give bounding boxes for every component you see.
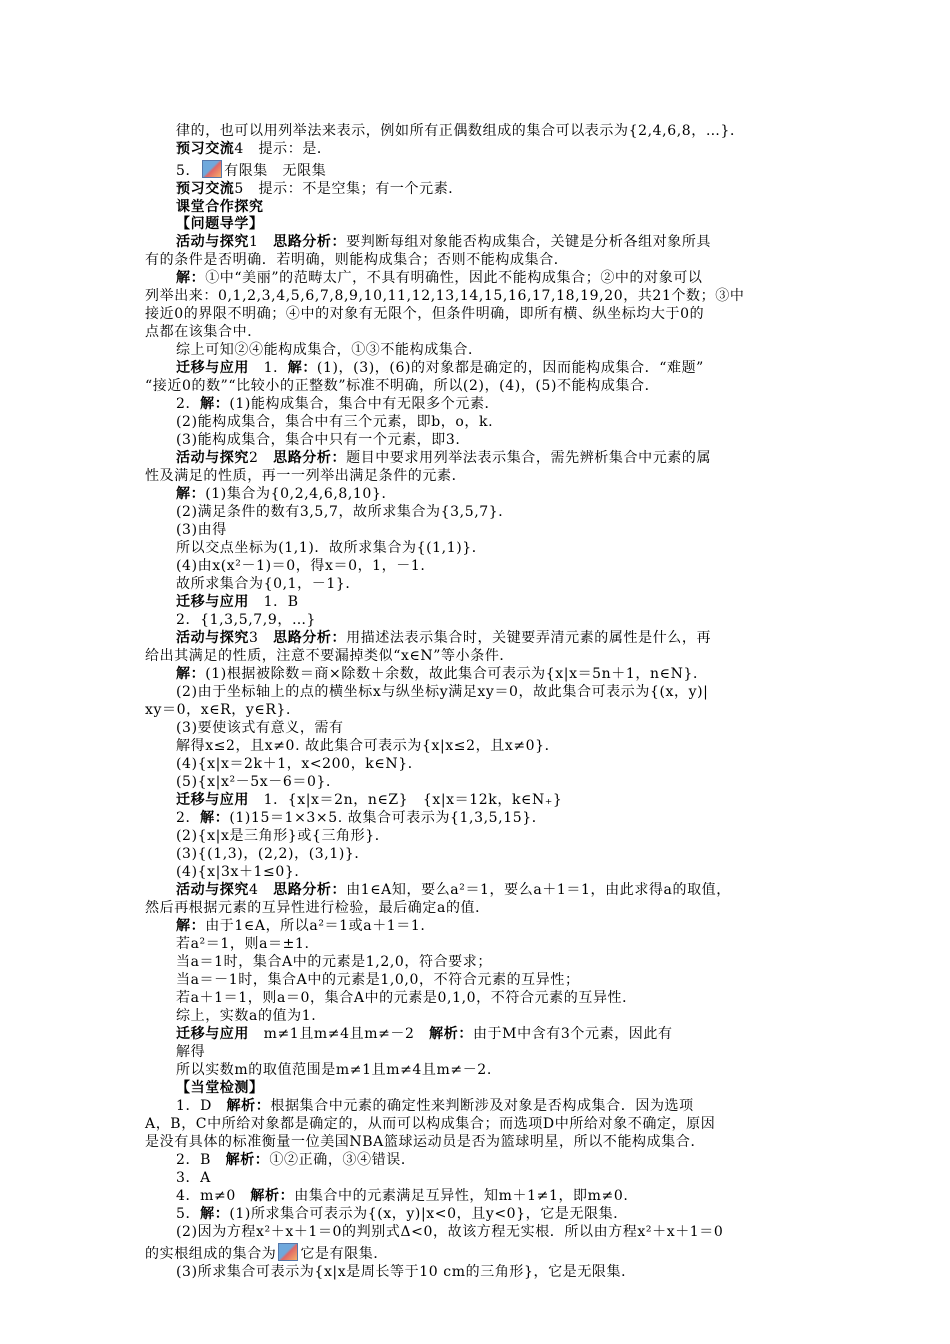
bold-label: 解： — [176, 666, 206, 682]
line-text: 2． — [176, 396, 201, 412]
text-line — [176, 953, 492, 971]
text-line — [176, 395, 499, 413]
line-text: (1)15＝1×3×5. 故集合可表示为{1,3,5,15}． — [229, 810, 547, 826]
line-text: 所以交点坐标为(1,1)．故所求集合为{(1,1)}． — [176, 540, 487, 556]
text-line — [145, 305, 704, 323]
bold-label: 解析： — [250, 1188, 295, 1204]
text-line — [176, 341, 483, 359]
bold-label: 迁移与应用 — [176, 360, 249, 376]
bold-label: 思路分析： — [273, 450, 347, 466]
text-line — [176, 917, 425, 935]
text-line — [176, 449, 711, 467]
bold-label: 活动与探究 — [176, 234, 249, 250]
line-text: 由于1∈A，所以a²＝1或a＋1＝1. — [205, 918, 426, 934]
line-text: 所以实数m的取值范围是m≠1且m≠4且m≠－2. — [176, 1062, 492, 1078]
text-line — [176, 593, 299, 611]
line-text: 解得x≤2，且x≠0. 故此集合可表示为{x|x≤2，且x≠0}． — [176, 738, 560, 754]
bold-label: 解： — [200, 810, 230, 826]
bold-label: 思路分析： — [273, 882, 347, 898]
bold-label: 预习交流 — [176, 141, 235, 157]
line-text: 故所求集合为{0,1，－1}． — [176, 576, 360, 592]
text-line — [145, 323, 262, 341]
line-text: (3)由得 — [176, 522, 227, 538]
text-line — [145, 701, 301, 719]
line-text: (4){x|3x＋1≤0}． — [176, 864, 310, 880]
text-line — [176, 503, 513, 521]
bold-label: 活动与探究 — [176, 630, 249, 646]
line-text: ①中“美丽”的范畴太广，不具有明确性，因此不能构成集合；②中的对象可以 — [205, 270, 703, 286]
line-text: 当a＝－1时，集合A中的元素是1,0,0，不符合元素的互异性； — [176, 972, 580, 988]
line-text: 5． — [176, 1206, 201, 1222]
line-text: m≠1且m≠4且m≠－2 — [249, 1026, 430, 1042]
line-text: 题目中要求用列举法表示集合，需先辨析集合中元素的属 — [346, 450, 712, 466]
bold-label: 思路分析： — [273, 630, 347, 646]
text-line — [145, 899, 490, 917]
line-text: 若a²＝1，则a＝±1. — [176, 936, 310, 952]
text-line — [176, 359, 704, 377]
line-text: 2．B — [176, 1152, 226, 1168]
text-line — [176, 755, 422, 773]
text-line — [176, 827, 389, 845]
text-line — [176, 122, 745, 140]
line-text: 有的条件是否明确．若明确，则能构成集合；否则不能构成集合． — [145, 252, 569, 268]
line-text: 4．m≠0 — [176, 1188, 251, 1204]
bold-label: 预习交流 — [176, 181, 235, 197]
text-line — [176, 1223, 723, 1241]
text-line — [145, 647, 514, 665]
line-text: 接近0的界限不明确；④中的对象有无限个，但条件明确，即所有横、纵坐标均大于0的 — [145, 306, 705, 322]
text-line — [176, 521, 227, 539]
line-text: (2)由于坐标轴上的点的横坐标x与纵坐标y满足xy＝0，故此集合可表示为{(x，y)| — [176, 684, 709, 700]
line-text: 是没有具体的标准衡量一位美国NBA篮球运动员是否为篮球明星，所以不能构成集合． — [145, 1134, 706, 1150]
text-line — [145, 377, 659, 395]
text-line — [176, 1187, 628, 1205]
text-line — [176, 1169, 211, 1187]
bold-label: 解： — [200, 1206, 230, 1222]
bold-label: 课堂合作探究 — [176, 199, 264, 215]
line-text: 它是有限集． — [300, 1246, 389, 1262]
line-text: (5){x|x²－5x－6＝0}． — [176, 774, 341, 790]
bold-label: 解析： — [225, 1152, 270, 1168]
bold-label: 迁移与应用 — [176, 1026, 249, 1042]
line-text: 若a＋1＝1，则a＝0，集合A中的元素是0,1,0，不符合元素的互异性． — [176, 990, 637, 1006]
text-line — [176, 269, 703, 287]
bold-label: 【当堂检测】 — [176, 1080, 264, 1096]
line-text: (2)能构成集合，集合中有三个元素，即b，o，k. — [176, 414, 494, 430]
text-line — [176, 737, 559, 755]
line-text: ①②正确，③④错误． — [269, 1152, 416, 1168]
line-text: (1)集合为{0,2,4,6,8,10}． — [205, 486, 397, 502]
line-text: 1．D — [176, 1098, 227, 1114]
text-line — [176, 773, 341, 791]
bold-label: 活动与探究 — [176, 882, 249, 898]
text-line — [176, 431, 460, 449]
text-line — [176, 557, 425, 575]
line-text: 根据集合中元素的确定性来判断涉及对象是否构成集合．因为选项 — [270, 1098, 694, 1114]
text-line — [145, 287, 744, 305]
line-text: 由1∈A知，要么a²＝1，要么a＋1＝1，由此求得a的取值， — [346, 882, 731, 898]
line-text: 由集合中的元素满足互异性，知m＋1≠1，即m≠0. — [294, 1188, 629, 1204]
line-text: 给出其满足的性质，注意不要漏掉类似“x∈N”等小条件． — [145, 648, 515, 664]
bold-label: 解： — [176, 918, 206, 934]
line-text: 综上可知②④能构成集合，①③不能构成集合． — [176, 342, 483, 358]
line-text: (1)根据被除数＝商×除数＋余数，故此集合可表示为{x|x＝5n＋1，n∈N}． — [205, 666, 708, 682]
bold-label: 迁移与应用 — [176, 792, 249, 808]
line-text: (2)因为方程x²＋x＋1＝0的判别式Δ<0，故该方程无实根．所以由方程x²＋x＋1＝0 — [176, 1224, 724, 1240]
bold-label: 解： — [176, 270, 206, 286]
line-text: 5 提示：不是空集；有一个元素． — [234, 181, 463, 197]
line-text: (3)所求集合可表示为{x|x是周长等于10 cm的三角形}，它是无限集． — [176, 1264, 636, 1280]
text-line — [145, 1115, 715, 1133]
text-line — [176, 1097, 694, 1115]
text-line — [176, 845, 369, 863]
text-line — [176, 539, 486, 557]
bold-label: 解： — [200, 396, 230, 412]
line-text: (2){x|x是三角形}或{三角形}． — [176, 828, 390, 844]
text-line — [145, 251, 568, 269]
line-text: 5． — [176, 163, 201, 179]
text-line — [176, 881, 731, 899]
line-text: (1)，(3)，(6)的对象都是确定的，因而能构成集合．“难题” — [316, 360, 704, 376]
line-text: 4 — [249, 882, 274, 898]
text-line — [145, 467, 466, 485]
text-line — [176, 1007, 316, 1025]
text-line — [176, 233, 711, 251]
bold-label: 思路分析： — [273, 234, 347, 250]
text-line — [176, 791, 562, 809]
line-text: 3．A — [176, 1170, 211, 1186]
line-text: 的实根组成的集合为 — [145, 1246, 277, 1262]
bold-label: 【问题导学】 — [176, 216, 264, 232]
line-text: 当a＝1时，集合A中的元素是1,2,0，符合要求； — [176, 954, 492, 970]
text-line — [176, 1025, 673, 1043]
line-text: (3){(1,3)，(2,2)，(3,1)}． — [176, 846, 370, 862]
line-text: (1)能构成集合，集合中有无限多个元素． — [229, 396, 500, 412]
text-line — [176, 935, 310, 953]
text-line — [145, 1243, 388, 1263]
line-text: “接近0的数”“比较小的正整数”标准不明确，所以(2)，(4)，(5)不能构成集合． — [145, 378, 660, 394]
line-text: 由于M中含有3个元素，因此有 — [472, 1026, 673, 1042]
text-line — [176, 629, 711, 647]
line-text: (4){x|x＝2k＋1，x<200，k∈N}． — [176, 756, 423, 772]
line-text: 列举出来：0,1,2,3,4,5,6,7,8,9,10,11,12,13,14,15,16,17,18,19,20，共21个数；③中 — [145, 288, 745, 304]
line-text: (1)所求集合可表示为{(x，y)|x<0，且y<0}，它是无限集． — [229, 1206, 628, 1222]
text-line — [176, 989, 637, 1007]
line-text: 1． — [249, 360, 288, 376]
line-text: (3)能构成集合，集合中只有一个元素，即3. — [176, 432, 461, 448]
text-line — [176, 809, 546, 827]
line-text: A，B，C中所给对象都是确定的，从而可以构成集合；而选项D中所给对象不确定，原因 — [145, 1116, 716, 1132]
text-line — [176, 1263, 636, 1281]
line-text: 1．{x|x＝2n，n∈Z} {x|x＝12k，k∈N₊} — [249, 792, 563, 808]
line-text: (3)要使该式有意义，需有 — [176, 720, 344, 736]
text-line — [176, 863, 309, 881]
line-text: 1．B — [249, 594, 299, 610]
line-text: 然后再根据元素的互异性进行检验，最后确定a的值． — [145, 900, 490, 916]
bold-label: 解： — [287, 360, 317, 376]
text-line — [176, 683, 709, 701]
text-line — [145, 1133, 705, 1151]
text-line — [176, 611, 316, 629]
line-text: 用描述法表示集合时，关键要弄清元素的属性是什么，再 — [346, 630, 712, 646]
text-line — [176, 198, 264, 216]
embedded-image-icon — [202, 160, 222, 178]
line-text: 综上，实数a的值为1. — [176, 1008, 317, 1024]
text-line — [176, 665, 708, 683]
line-text: 点都在该集合中． — [145, 324, 262, 340]
bold-label: 迁移与应用 — [176, 594, 249, 610]
text-line — [176, 575, 360, 593]
text-line — [176, 413, 493, 431]
text-line — [176, 1079, 264, 1097]
line-text: 有限集 无限集 — [224, 163, 327, 179]
line-text: 解得 — [176, 1044, 206, 1060]
line-text: 2．{1,3,5,7,9，…} — [176, 612, 317, 628]
line-text: 1 — [249, 234, 274, 250]
text-line — [176, 485, 396, 503]
bold-label: 解析： — [226, 1098, 271, 1114]
line-text: 3 — [249, 630, 274, 646]
embedded-image-icon — [278, 1243, 298, 1261]
text-line — [176, 1061, 492, 1079]
bold-label: 解析： — [429, 1026, 473, 1042]
text-line — [176, 180, 463, 198]
bold-label: 活动与探究 — [176, 450, 249, 466]
line-text: 要判断每组对象能否构成集合，关键是分析各组对象所具 — [346, 234, 712, 250]
line-text: 性及满足的性质，再一一列举出满足条件的元素． — [145, 468, 467, 484]
bold-label: 解： — [176, 486, 206, 502]
text-line — [176, 140, 332, 158]
line-text: (2)满足条件的数有3,5,7，故所求集合为{3,5,7}． — [176, 504, 513, 520]
line-text: (4)由x(x²－1)＝0，得x＝0，1，－1. — [176, 558, 426, 574]
text-line — [176, 215, 264, 233]
text-line — [176, 971, 580, 989]
text-line — [176, 160, 326, 180]
text-line — [176, 719, 344, 737]
line-text: xy＝0，x∈R，y∈R}． — [145, 702, 301, 718]
line-text: 4 提示：是． — [234, 141, 332, 157]
text-line — [176, 1205, 628, 1223]
line-text: 2． — [176, 810, 201, 826]
line-text: 2 — [249, 450, 274, 466]
text-line — [176, 1151, 415, 1169]
line-text: 律的，也可以用列举法来表示，例如所有正偶数组成的集合可以表示为{2,4,6,8，…}． — [176, 123, 745, 139]
text-line — [176, 1043, 205, 1061]
